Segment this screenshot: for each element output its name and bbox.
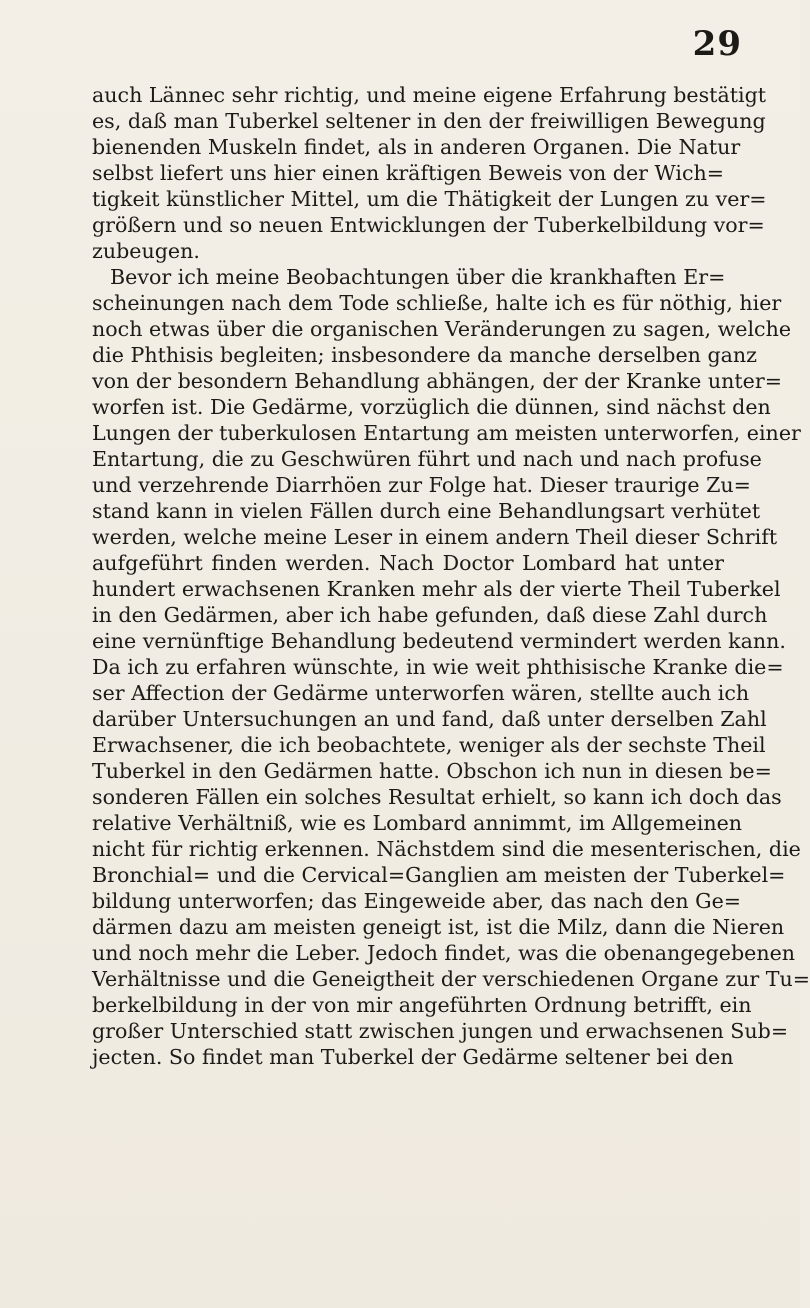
text-line: därmen dazu am meisten geneigt ist, ist die Milz, dann die Nieren xyxy=(92,915,785,939)
text-line: Entartung, die zu Geschwüren führt und nach und nach profuse xyxy=(92,447,762,471)
text-line: relative Verhältniß, wie es Lombard annimmt, im Allgemeinen xyxy=(92,811,743,835)
text-line: jecten. So findet man Tuberkel der Gedärme seltener bei den xyxy=(92,1045,734,1069)
text-line: größern und so neuen Entwicklungen der Tuberkelbildung vor= xyxy=(92,213,765,237)
text-line: Erwachsener, die ich beobachtete, weniger als der sechste Theil xyxy=(92,733,766,757)
text-line: Lungen der tuberkulosen Entartung am meisten unterworfen, einer xyxy=(92,421,801,445)
text-line: darüber Untersuchungen an und fand, daß unter derselben Zahl xyxy=(92,707,767,731)
text-line: und noch mehr die Leber. Jedoch findet, was die obenangegebenen xyxy=(92,941,796,965)
text-line: aufgeführt finden werden. Nach Doctor Lombard hat unter xyxy=(92,551,724,575)
paragraph-start: Bevor ich meine Beobachtungen über die krankhaften Er= xyxy=(110,265,726,289)
text-line: eine vernünftige Behandlung bedeutend vermindert werden kann. xyxy=(92,629,786,653)
text-line: hundert erwachsenen Kranken mehr als der vierte Theil Tuberkel xyxy=(92,577,781,601)
text-line: bildung unterworfen; das Eingeweide aber, das nach den Ge= xyxy=(92,889,742,913)
text-line: sonderen Fällen ein solches Resultat erhielt, so kann ich doch das xyxy=(92,785,782,809)
text-line: Tuberkel in den Gedärmen hatte. Obschon ich nun in diesen be= xyxy=(92,759,772,783)
text-line: die Phthisis begleiten; insbesondere da manche derselben ganz xyxy=(92,343,758,367)
text-line: ser Affection der Gedärme unterworfen wären, stellte auch ich xyxy=(92,681,750,705)
text-line: selbst liefert uns hier einen kräftigen Beweis von der Wich= xyxy=(92,161,725,185)
text-line: scheinungen nach dem Tode schließe, halte ich es für nöthig, hier xyxy=(92,291,782,315)
text-line: Da ich zu erfahren wünschte, in wie weit phthisische Kranke die= xyxy=(92,655,784,679)
page-number: 29 xyxy=(692,24,742,64)
text-line: worfen ist. Die Gedärme, vorzüglich die dünnen, sind nächst den xyxy=(92,395,771,419)
text-line: noch etwas über die organischen Veränderungen zu sagen, welche xyxy=(92,317,792,341)
text-line: nicht für richtig erkennen. Nächstdem sind die mesenterischen, die xyxy=(92,837,801,861)
text-line: auch Lännec sehr richtig, und meine eigene Erfahrung bestätigt xyxy=(92,83,767,107)
text-line: und verzehrende Diarrhöen zur Folge hat. Dieser traurige Zu= xyxy=(92,473,751,497)
text-line: werden, welche meine Leser in einem andern Theil dieser Schrift xyxy=(92,525,778,549)
text-line: in den Gedärmen, aber ich habe gefunden, daß diese Zahl durch xyxy=(92,603,768,627)
text-line: stand kann in vielen Fällen durch eine Behandlungsart verhütet xyxy=(92,499,761,523)
text-line: großer Unterschied statt zwischen jungen und erwachsenen Sub= xyxy=(92,1019,789,1043)
text-line: Bronchial= und die Cervical=Ganglien am meisten der Tuberkel= xyxy=(92,863,786,887)
text-line: Verhältnisse und die Geneigtheit der verschiedenen Organe zur Tu= xyxy=(92,967,810,991)
body-text xyxy=(92,82,810,1070)
text-line: bienenden Muskeln findet, als in anderen Organen. Die Natur xyxy=(92,135,741,159)
text-line: von der besondern Behandlung abhängen, der der Kranke unter= xyxy=(92,369,782,393)
text-line: es, daß man Tuberkel seltener in den der freiwilligen Bewegung xyxy=(92,109,766,133)
text-line: tigkeit künstlicher Mittel, um die Thätigkeit der Lungen zu ver= xyxy=(92,187,767,211)
text-line: berkelbildung in der von mir angeführten Ordnung betrifft, ein xyxy=(92,993,752,1017)
text-line: zubeugen. xyxy=(92,239,200,263)
